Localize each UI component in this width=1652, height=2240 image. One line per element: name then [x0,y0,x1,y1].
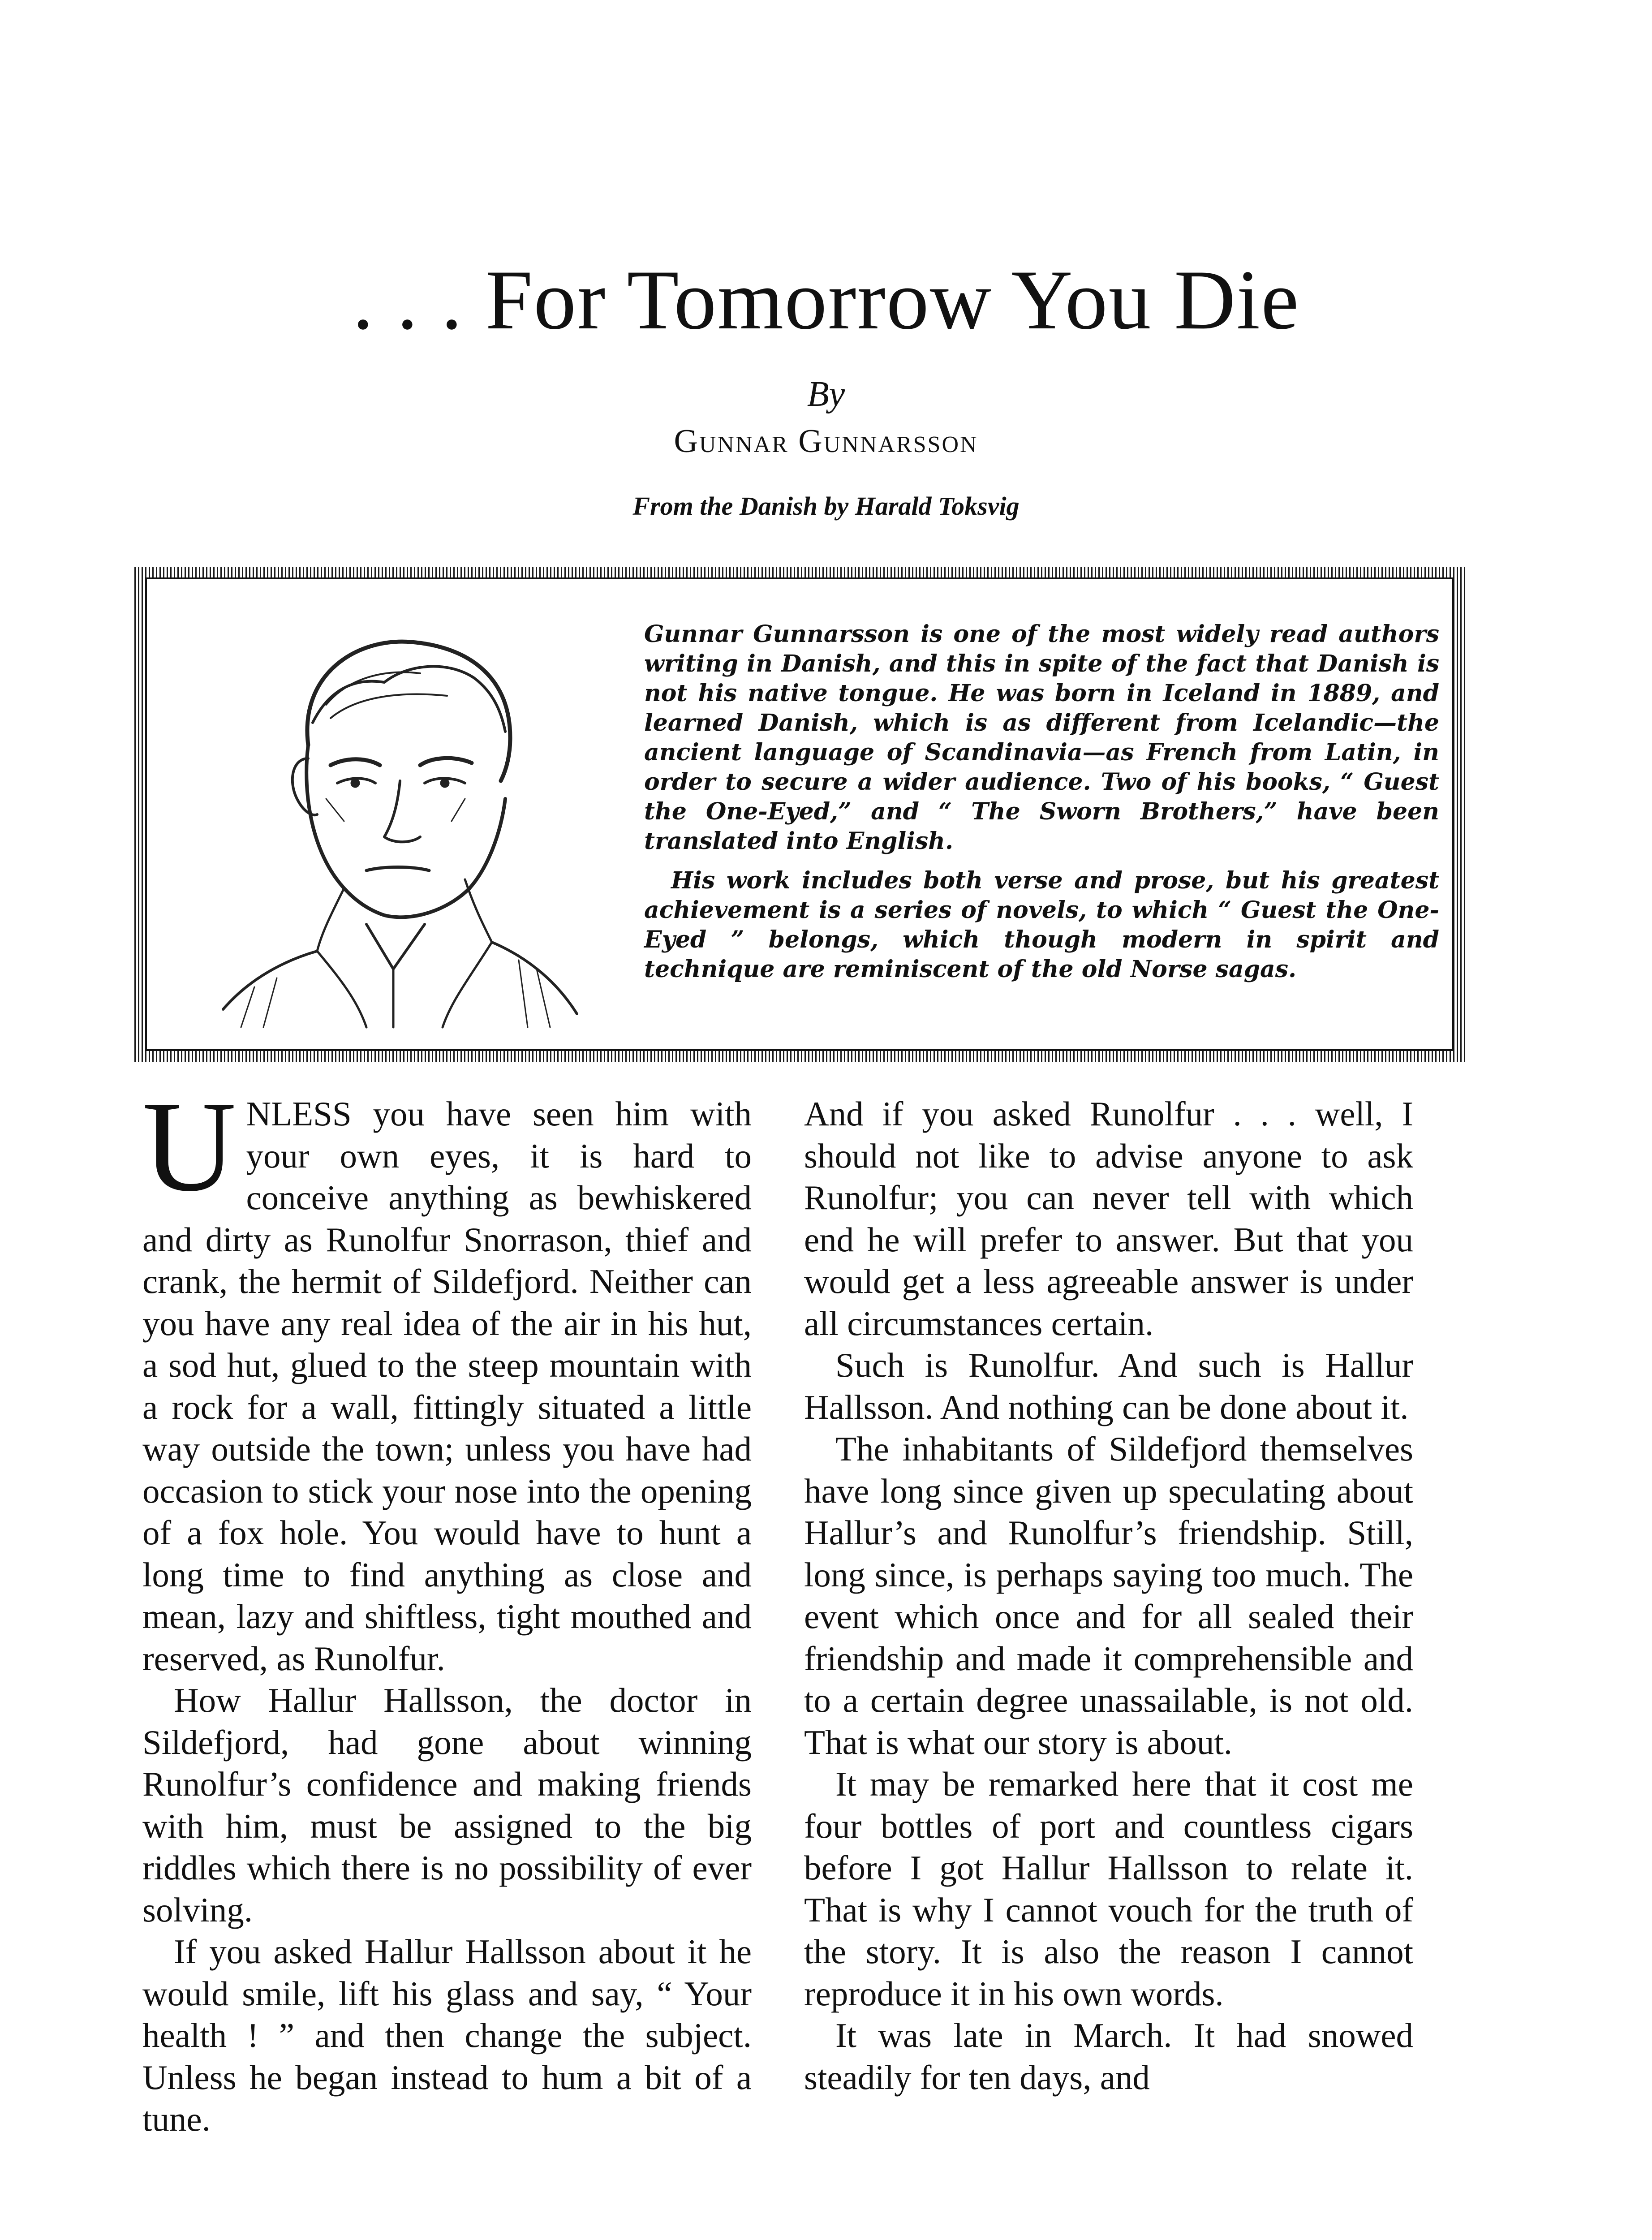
body-paragraph: And if you asked Runolfur . . . well, I should not like to advise anyone to ask Runolfur; you can never tell with which end he will prefer to answer. But that you would get a less agreeable answer is under all circumstances certain. [804,1094,1413,1343]
left-column [142,1074,752,2141]
body-paragraph: The inhabitants of Sildefjord themselves have long since given up speculating about Hallur’s and Runolfur’s friendship. Still, long since, is perhaps saying too much. The event which once and for all sealed their friendship and made it comprehensible and to a certain degree unassailable, is not old. That is what our story is about. [804,1430,1413,1762]
author-name: Gunnar Gunnarsson [674,423,978,460]
body-paragraph: If you asked Hallur Hallsson about it he would smile, lift his glass and say, “ Your health ! ” and then change the subject. Unless he began instead to hum a bit of a tune. [142,1932,752,2138]
body-paragraph: It was late in March. It had snowed steadily for ten days, and [804,2016,1413,2097]
author-portrait [196,611,599,1036]
body-paragraph: Such is Runolfur. And such is Hallur Hallsson. And nothing can be done about it. [804,1346,1413,1426]
body-paragraph: How Hallur Hallsson, the doctor in Sildefjord, had gone about winning Runolfur’s confidence and making friends with him, must be assigned to the big riddles which there is no possibility of ever solving. [142,1681,752,1929]
translator-credit: From the Danish by Harald Toksvig [632,491,1020,521]
byline: By [807,375,845,414]
opening-paragraph-text: NLESS you have seen him with your own eyes, it is hard to conceive anything as bewhiskered and dirty as Runolfur Snorrason, thief and crank, the hermit of Sildefjord. Neither can you have any real idea of the air in his hut, a sod hut, glued to the steep mountain with a rock for a wall, fittingly situated a little way outside the town; unless you have had occasion to stick your nose into the opening of a fox hole. You would have to hunt a long time to find anything as close and mean, lazy and shiftless, tight mouthed and reserved, as Runolfur. [142,1094,752,1678]
body-paragraph [142,1074,752,1680]
bio-box-inner [145,577,1454,1051]
article-title: . . . For Tomorrow You Die [352,253,1300,347]
body-paragraph: It may be remarked here that it cost me four bottles of port and countless cigars before I got Hallur Hallsson to relate it. That is why I cannot vouch for the truth of the story. It is also the reason I cannot reproduce it in his own words. [804,1765,1413,2013]
author-bio-text [644,620,1439,984]
right-column [804,1093,1413,2098]
bio-paragraph: His work includes both verse and prose, but his greatest achievement is a series of novels, to which “ Guest the One-Eyed ” belongs, which though modern in spirit and technique are reminiscent of the old Norse sagas. [644,867,1439,983]
author-bio-box [134,567,1465,1062]
drop-cap: U [142,1074,237,1218]
bio-paragraph: Gunnar Gunnarsson is one of the most widely read authors writing in Danish, and this in spite of the fact that Danish is not his native tongue. He was born in Iceland in 1889, and learned Danish, which is as different from Icelandic—the ancient language of Scandinavia—as French from Latin, in order to secure a wider audience. Two of his books, “ Guest the One-Eyed,” and “ The Sworn Brothers,” have been translated into English. [644,620,1439,855]
